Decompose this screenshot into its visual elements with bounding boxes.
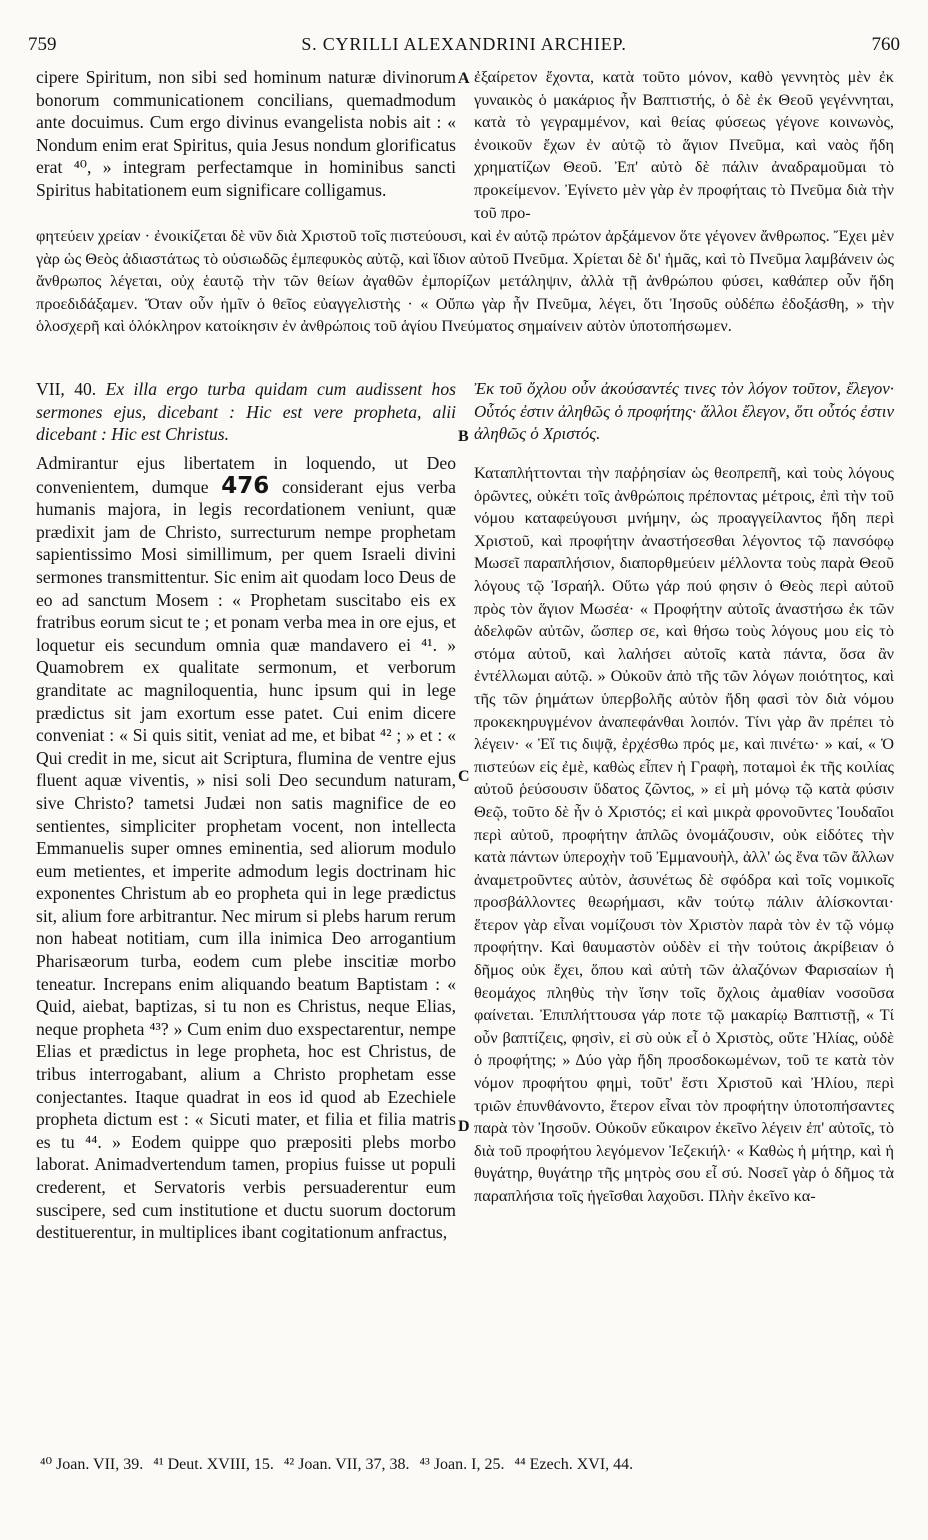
footnote-41: ⁴¹ Deut. XVIII, 15. [153, 1456, 274, 1473]
footnotes [40, 1454, 900, 1474]
greek-fullwidth-paragraph: φητεύειν χρείαν · ἐνοικίζεται δὲ νῦν διὰ Χριστοῦ τοῖς πιστεύουσι, καὶ ἐν αὐτῷ πρώτον ἀρξάμενον ὅτε γέγονεν ἄνθρωπος. Ἔχει μὲν γὰρ ὡς Θεὸς ἀδιαστάτως τὸ οὐσιωδῶς ἐμπεφυκὸς αὐτῷ, καὶ ἴδιον αὐτοῦ Πνεῦμα. Χρίεται δὲ δι' ἡμᾶς, καὶ τὸ Πνεῦμα λαμβάνειν ὡς ἄνθρωπος λέγεται, οὐχ ἑαυτῷ τὴν τῶν θείων ἀγαθῶν ἐμπορίζων μετάληψιν, ἀλλὰ τῇ ἀνθρώπου φύσει, καθάπερ οὖν ἤδη προεδιδάξαμεν. Ὅταν οὖν ἡμῖν ὁ θεῖος εὐαγγελιστὴς · « Οὔπω γὰρ ἦν Πνεῦμα, λέγει, ὅτι Ἰησοῦς οὐδέπω ἐδοξάσθη, » τὴν ὁλοσχερῆ καὶ ὁλόκληρον κατοίκησιν ἐν ἀνθρώποις τοῦ ἁγίου Πνεύματος σημαίνειν αὐτὸν ὑποτοπήσωμεν. [36, 226, 894, 336]
latin-paragraph-main [36, 452, 456, 1244]
margin-marker-c: C [458, 768, 470, 785]
running-header [28, 34, 900, 58]
footnote-42: ⁴² Joan. VII, 37, 38. [283, 1456, 410, 1473]
running-title: S. CYRILLI ALEXANDRINI ARCHIEP. [301, 34, 627, 54]
greek-paragraph-main: Καταπλήττονται τὴν παῤῥησίαν ὡς θεοπρεπῆ, καὶ τοὺς λόγους ὁρῶντες, οὐκέτι τοῖς ἀνθρώποις πρέποντας μέτροις, ἐπὶ τὴν τοῦ νόμου καταφεύγουσι μνήμην, ὡς προαγγείλαντος ἤδη περὶ Χριστοῦ, καὶ προφήτην ἀναστήσεσθαι λέγοντος τῷ πανσόφῳ Μωσεῖ παραπλήσιον, διαπορθμεύειν μέλλοντα τοὺς παρὰ Θεοῦ λόγους τῷ Ἰσραήλ. Οὕτω γάρ πού φησιν ὁ Θεὸς περὶ αὐτοῦ πρὸς τὸν ἅγιον Μωσέα· « Προφήτην αὐτοῖς ἀναστήσω ἐκ τῶν ἀδελφῶν αὐτῶν, ὥσπερ σε, καὶ θήσω τοὺς λόγους μου εἰς τὸ στόμα αὐτοῦ, καὶ λαλήσει αὐτοῖς κατὰ πάντα, ὅσα ἂν ἐντέλλωμαι αὐτῷ. » Οὐκοῦν ἀπὸ τῆς τῶν λόγων ποιότητος, καὶ τῆς τῶν ῥημάτων ὑπερβολῆς αὐτὸν ἤδη φασὶ τὸν διὰ νόμου προκεκηρυγμένον ἀναπεφάνθαι λοιπόν. Τίνι γὰρ ἂν πρέπει τὸ λέγειν· « Ἐἴ τις διψᾷ, ἐρχέσθω πρός με, καὶ πινέτω· » καί, « Ὁ πιστεύων εἰς ἐμὲ, καθὼς εἶπεν ἡ Γραφὴ, ποταμοὶ ἐκ τῆς κοιλίας αὐτοῦ ῥεύσουσιν ὕδατος ζῶντος, » εἰ μὴ μόνῳ τῷ κατὰ φύσιν Θεῷ, τοῦτο δὲ ἦν ὁ Χριστός; εἰ καὶ μικρὰ φρονοῦντες Ἰουδαῖοι περὶ αὐτοῦ, προφήτην ἁπλῶς ὀνομάζουσιν, οὐκ εἰδότες τὴν κατὰ πάντων ὑπεροχὴν τοῦ Ἐμμανουὴλ, ἀλλ' ὡς ἕνα τῶν ἄλλων ἀναμετροῦντες αὐτὸν, ἀσυνέτως δὲ σφόδρα καὶ τοῖς νομικοῖς προσβάλλοντες θεωρήμασι, κἂν τούτῳ πάλιν ἁλίσκονται· ἕτερον γὰρ εἶναι νομίζουσι τὸν Χριστὸν παρὰ τὸν ἐν τῷ νόμῳ προφήτην. Καὶ θαυμαστὸν οὐδὲν εἰ τὴν τούτοις ἀκρίβειαν ὁ δῆμος οὐκ ἔχει, ὅπου καὶ αὐτὴ τῶν ἀλαζόνων Φαρισαίων ἡ θεομάχος πληθὺς τὴν ἴσην τοῖς ὄχλοις ἀμαθίαν νοσοῦσα φαίνεται. Ἐπιπλήττουσα γάρ ποτε τῷ μακαρίῳ Βαπτιστῇ, « Τί οὖν βαπτίζεις, φησὶν, εἰ σὺ οὐκ εἶ ὁ Χριστὸς, οὔτε Ἠλίας, οὐδὲ ὁ προφήτης; » Δύο γὰρ ἤδη προσδοκωμένων, τοῦ τε κατὰ τὸν νόμον προφήτου φημὶ, τοῦτ' ἔστι Χριστοῦ καὶ Ἠλίου, περὶ τριῶν ἐπυνθάνοντο, ἕτερον εἶναι τὸν προφήτην ὑποτοπήσαντες παρὰ τὸν Ἰησοῦν. Οὐκοῦν εὔκαιρον ἐκεῖνο λέγειν ἐπ' αὐτοῖς, τὸ διὰ τοῦ προφήτου λεγόμενον Ἰεζεκιήλ· « Καθὼς ἡ μήτηρ, καὶ ἡ θυγάτηρ, θυγάτηρ τῆς μητρὸς σου εἶ σύ. Νοσεῖ γὰρ ὁ δῆμος τὰ παραπλήσια τοῖς ἡγεῖσθαι λαχοῦσι. Πλὴν ἐκεῖνο κα- [474, 463, 894, 1205]
latin-verse [36, 378, 456, 450]
greek-fullwidth-passage [36, 225, 894, 369]
latin-main-rest: considerant ejus verba humanis majora, in legis recordationem veniunt, quæ prædixit jam de Christo, surrecturum nempe prophetam sapientissimo Mosi simillimum, per quem Israeli divini sermones transmittentur. Sic enim ait quodam loco Deus de eo ad sanctum Mosem : « Prophetam suscitabo eis ex fratribus eorum sicut te ; et ponam verba mea in ore ejus, et loquetur eis secundum omnia quæ mandavero ei ⁴¹. » Quamobrem ex qualitate sermonum, et verborum granditate ac magniloquentia, hunc ipsum qui in lege prædictus sit jam exortum esse patet. Cui enim dicere conveniat : « Si quis sitit, veniat ad me, et bibat ⁴² ; » et : « Qui credit in me, sicut ait Scriptura, flumina de ventre ejus fluent aquæ viventis, » nisi soli Deo secundum naturam, sive Christo? tametsi Judæi non satis magnifice de eo sentientes, simpliciter prophetam vocent, non intellecta Emmanuelis super omnes eminentia, sed aliorum modulo eum metientes, et imperite admodum legis doctrinam hic exponentes Christum ab eo propheta qui in lege prædictus sit, alium fore arbitrantur. Nec mirum si plebs harum rerum non habeat notitiam, cum illa inimica Deo arrogantium Pharisæorum turba, eodem cum plebe inscitiæ morbo teneatur. Increpans enim aliquando beatum Baptistam : « Quid, aiebat, baptizas, si tu non es Christus, neque Elias, neque propheta ⁴³? » Cum enim duo exspectarentur, nempe Elias et prædictus in lege propheta, hoc est Christus, de tribus interrogabant, alium a Christo prophetam esse conjectantes. Itaque quadrat in eos id quod ab Ezechiele propheta dictum est : « Sicuti mater, et filia et filia matris es tu ⁴⁴. » Eodem quippe quo præpositi plebs morbo laborat. Animadvertendum tamen, propius fuisse ut populi crederent, et Servatoris verbis persuaderentur eum suscipere, sed cum institutione et ductu suorum doctorum destituerentur, in multiplices ibant cogitationum anfractus, [36, 476, 456, 1243]
footnote-43: ⁴³ Joan. I, 25. [419, 1456, 505, 1473]
greek-column-top [474, 66, 894, 224]
page-number-right: 760 [871, 34, 900, 55]
latin-column-main [36, 452, 456, 1446]
latin-main-start: Admirantur ejus libertatem in loquendo, ut Deo convenientem, dumque [36, 453, 456, 497]
latin-column-top [36, 66, 456, 224]
column-number: 476 [221, 472, 270, 499]
margin-marker-d: D [458, 1118, 470, 1135]
footnote-40: ⁴⁰ Joan. VII, 39. [40, 1456, 144, 1473]
footnote-44: ⁴⁴ Ezech. XVI, 44. [514, 1456, 634, 1473]
page-number-left: 759 [28, 34, 57, 55]
greek-column-main [474, 462, 894, 1446]
latin-verse-text: Ex illa ergo turba quidam cum audissent hos sermones ejus, dicebant : Hic est vere propheta, alii dicebant : Hic est Christus. [36, 379, 456, 445]
greek-verse [474, 378, 894, 458]
greek-verse-text: Ἐκ τοῦ ὄχλου οὖν ἀκούσαντές τινες τὸν λόγον τοῦτον, ἔλεγον· Οὗτός ἐστιν ἀληθῶς ὁ προφήτης· ἄλλοι ἔλεγον, ὅτι οὗτός ἐστιν ἀληθῶς ὁ Χριστός. [474, 379, 894, 444]
greek-paragraph-top: ἐξαίρετον ἔχοντα, κατὰ τοῦτο μόνον, καθὸ γεννητὸς μὲν ἐκ γυναικὸς ὁ μακάριος ἦν Βαπτιστής, ὁ δὲ ἐκ Θεοῦ γεγέννηται, κατὰ τὸ γεγραμμένον, καὶ θείας φύσεως γέγονε κοινωνὸς, ἐνοικοῦν ἔχων ἐν αὐτῷ τὸ ἅγιον Πνεῦμα, καὶ ναὸς ἤδη χρηματίζων Θεοῦ. Ἐπ' αὐτὸ δὲ πάλιν ἀναδραμοῦμαι τὸ προκείμενον. Ἐγίνετο μὲν γὰρ ἐν προφήταις τὸ Πνεῦμα διὰ τὴν τοῦ προ- [474, 67, 894, 222]
latin-paragraph-top: cipere Spiritum, non sibi sed hominum naturæ divinorum bonorum communicationem concilians, quemadmodum ante docuimus. Cum ergo divinus evangelista nobis ait : « Nondum enim erat Spiritus, quia Jesus nondum glorificatus erat ⁴⁰, » integram perfectamque in hominibus sancti Spiritus habitationem eum significare colligamus. [36, 67, 456, 200]
margin-marker-b: B [458, 428, 469, 445]
verse-reference: VII, 40. [36, 379, 97, 399]
margin-marker-a: A [458, 70, 470, 87]
